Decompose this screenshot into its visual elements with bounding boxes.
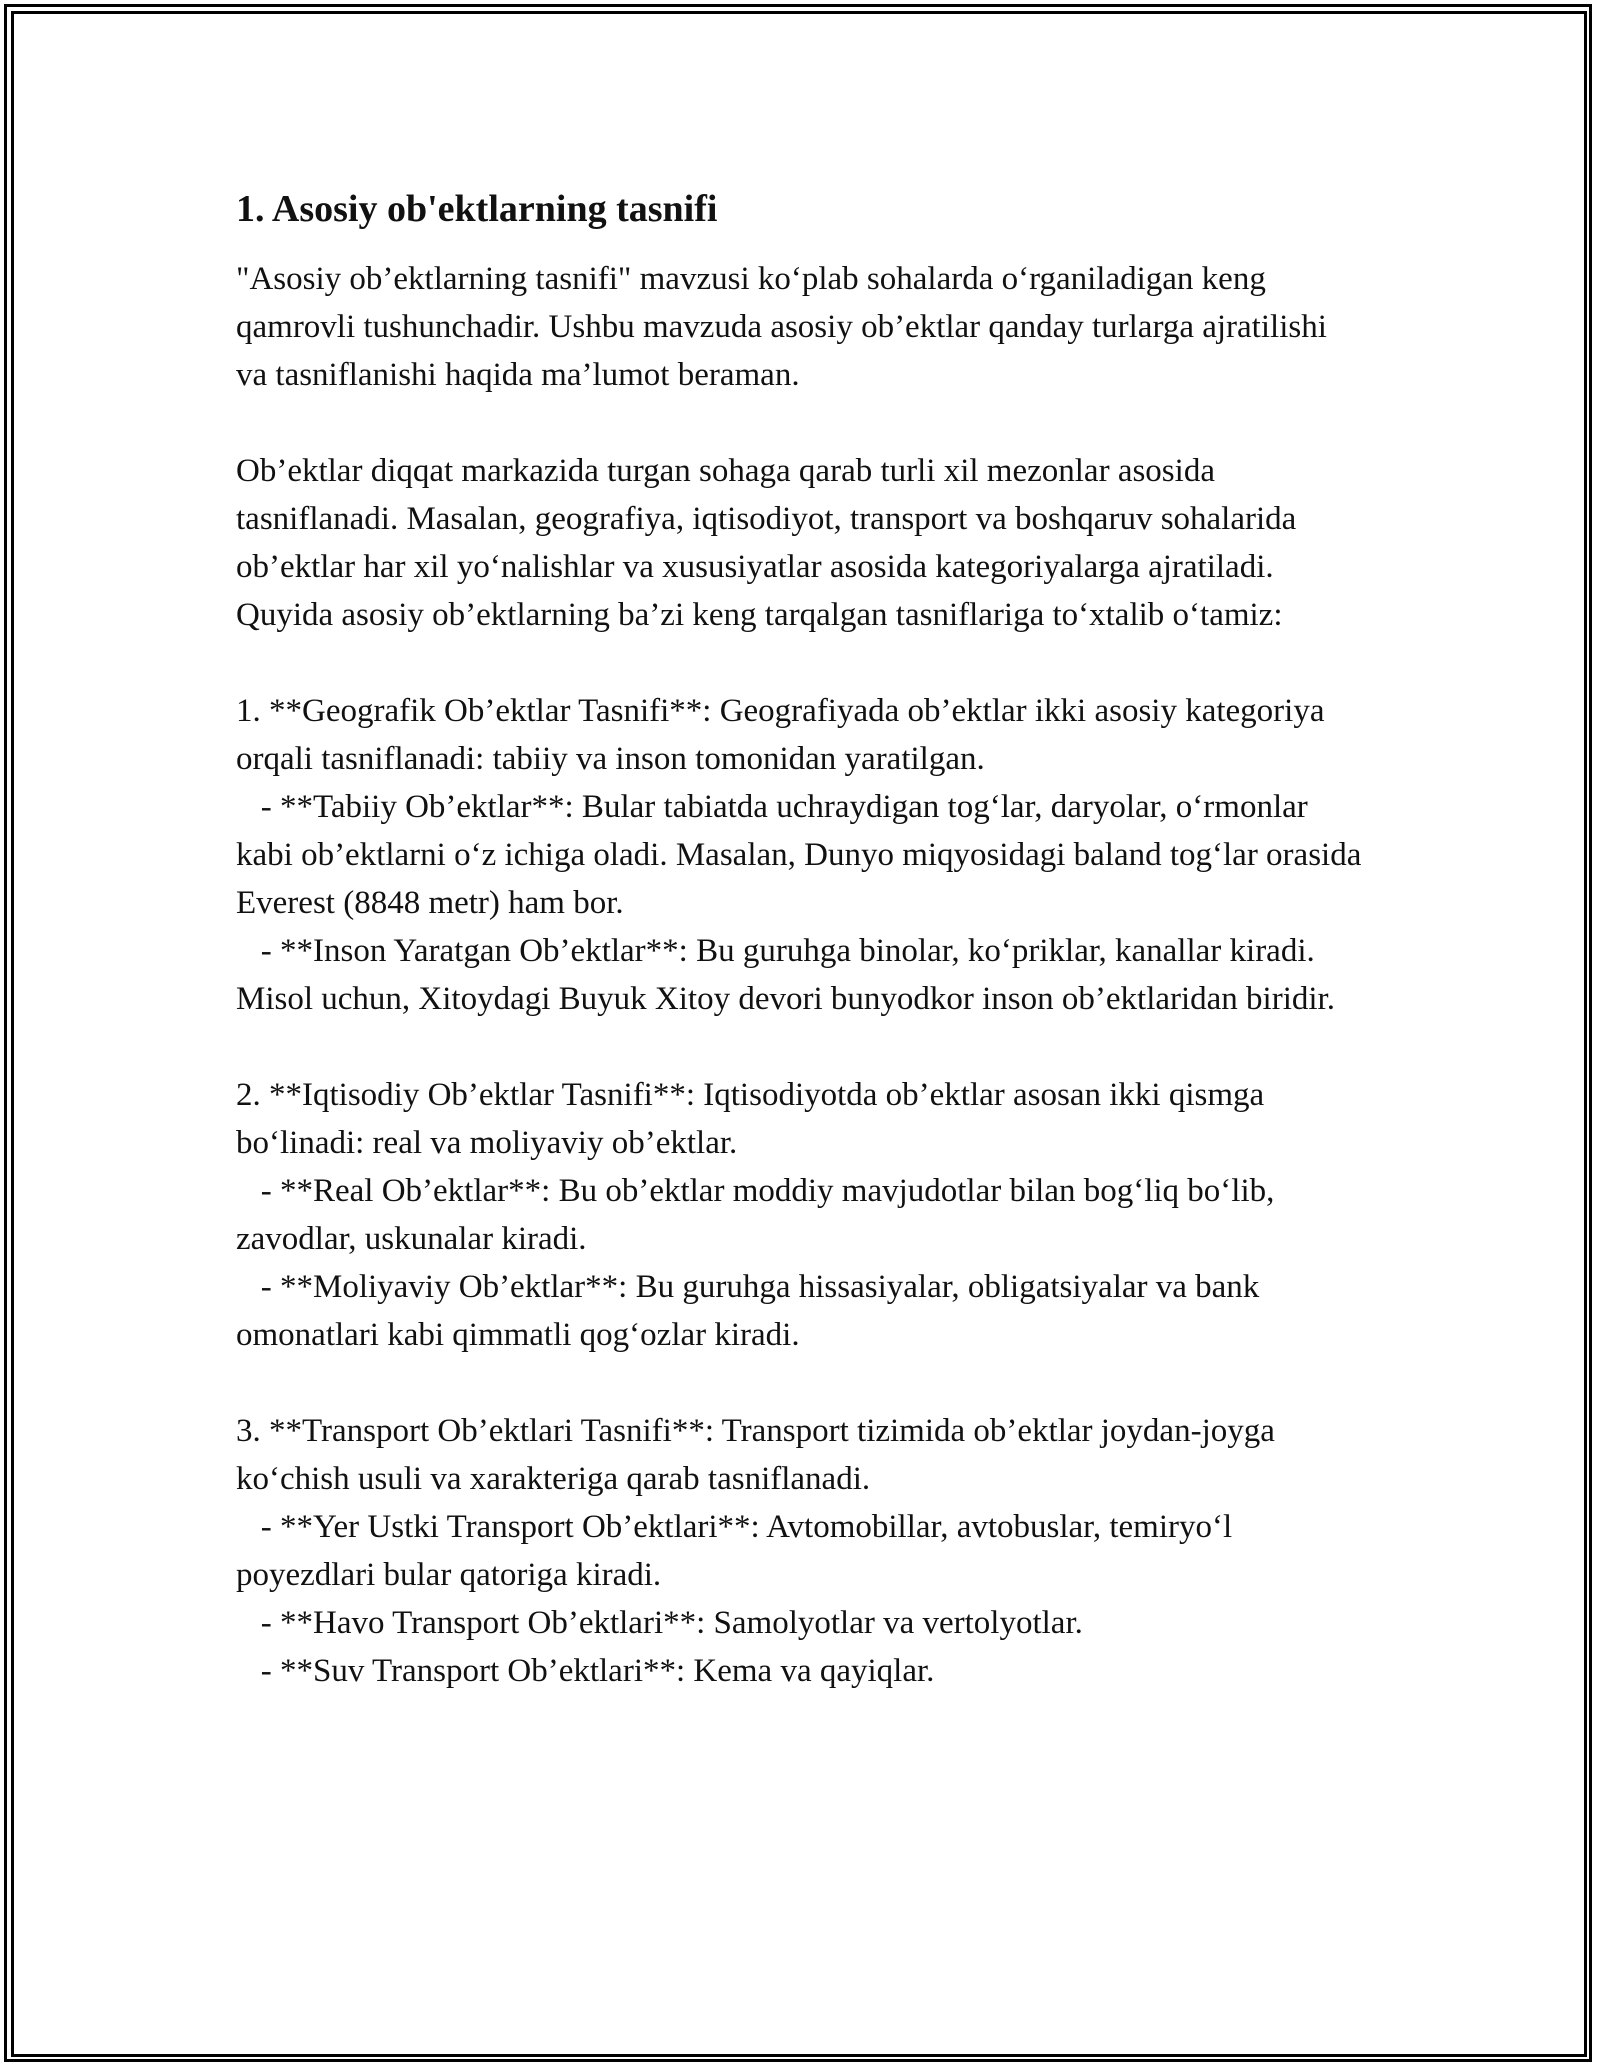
intro-paragraph: "Asosiy ob’ektlarning tasnifi" mavzusi ko‘plab sohalarda o‘rganiladigan keng qamrovli tushunchadir. Ushbu mavzuda asosiy ob’ektlar qanday turlarga ajratilishi va tasniflanishi haqida ma’lumot beraman.: [236, 261, 1336, 393]
document-body: [236, 185, 1366, 1695]
geographic-section: 1. **Geografik Ob’ektlar Tasnifi**: Geografiyada ob’ektlar ikki asosiy kategoriya orqali tasniflanadi: tabiiy va inson tomonidan yaratilgan. - **Tabiiy Ob’ektlar**: Bular tabiatda uchraydigan tog‘lar, daryolar, o‘rmonlar kabi ob’ektlarni o‘z ichiga oladi. Masalan, Dunyo miqyosidagi baland tog‘lar orasida Everest (8848 metr) ham bor. - **Inson Yaratgan Ob’ektlar**: Bu guruhga binolar, ko‘priklar, kanallar kiradi. Misol uchun, Xitoydagi Buyuk Xitoy devori bunyodkor inson ob’ektlaridan biridir.: [236, 693, 1362, 1017]
context-paragraph: Ob’ektlar diqqat markazida turgan sohaga qarab turli xil mezonlar asosida tasniflanadi. Masalan, geografiya, iqtisodiyot, transport va boshqaruv sohalarida ob’ektlar har xil yo‘nalishlar va xususiyatlar asosida kategoriyalarga ajratiladi. Quyida asosiy ob’ektlarning ba’zi keng tarqalgan tasniflariga to‘xtalib o‘tamiz:: [236, 453, 1305, 633]
document-title: 1. Asosiy ob'ektlarning tasnifi: [236, 188, 718, 230]
economic-section: 2. **Iqtisodiy Ob’ektlar Tasnifi**: Iqtisodiyotda ob’ektlar asosan ikki qismga bo‘linadi: real va moliyaviy ob’ektlar. - **Real Ob’ektlar**: Bu ob’ektlar moddiy mavjudotlar bilan bog‘liq bo‘lib, zavodlar, uskunalar kiradi. - **Moliyaviy Ob’ektlar**: Bu guruhga hissasiyalar, obligatsiyalar va bank omonatlari kabi qimmatli qog‘ozlar kiradi.: [236, 1077, 1275, 1353]
transport-section: 3. **Transport Ob’ektlari Tasnifi**: Transport tizimida ob’ektlar joydan-joyga ko‘chish usuli va xarakteriga qarab tasniflanadi. - **Yer Ustki Transport Ob’ektlari**: Avtomobillar, avtobuslar, temiryo‘l poyezdlari bular qatoriga kiradi. - **Havo Transport Ob’ektlari**: Samolyotlar va vertolyotlar. - **Suv Transport Ob’ektlari**: Kema va qayiqlar.: [236, 1413, 1275, 1689]
